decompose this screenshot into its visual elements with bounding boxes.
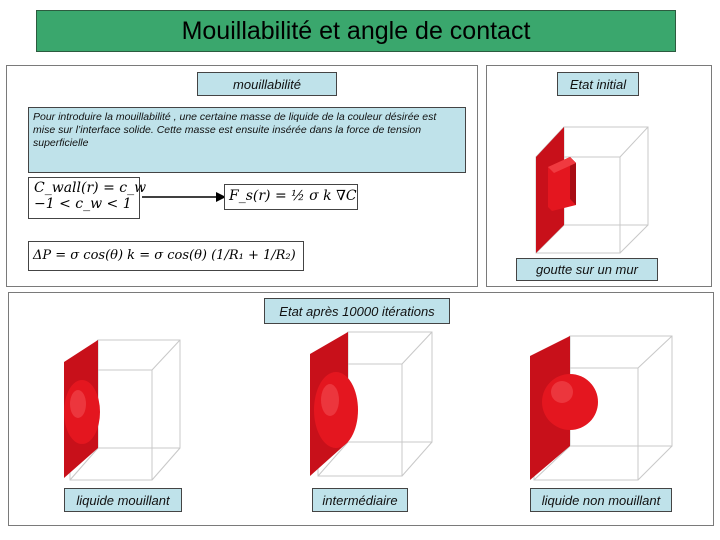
intermediate-simulation-image (300, 330, 435, 485)
wettability-description: Pour introduire la mouillabilité , une certaine masse de liquide de la couleur désirée est mise sur l’interface solide. Cette masse est ensuite insérée dans la force de tension superficielle (28, 107, 466, 173)
wettability-label: mouillabilité (197, 72, 337, 96)
initial-state-simulation-image (520, 125, 650, 260)
arrow-icon (140, 191, 226, 203)
formula-wall-line1: C_wall(r) = c_w (34, 180, 147, 196)
initial-state-caption: goutte sur un mur (516, 258, 658, 281)
formula-wall-line2: −1 < c_w < 1 (34, 196, 132, 212)
intermediate-caption: intermédiaire (312, 488, 408, 512)
non-wetting-liquid-simulation-image (526, 334, 676, 484)
slide-title (36, 10, 676, 52)
after-iterations-label: Etat après 10000 itérations (264, 298, 450, 324)
formula-surface-tension-force: F_s(r) = ½ σ k ∇C (224, 184, 358, 210)
formula-pressure-jump: ΔP = σ cos(θ) k = σ cos(θ) (1/R₁ + 1/R₂) (28, 241, 304, 271)
wetting-liquid-simulation-image (52, 338, 182, 488)
initial-state-label: Etat initial (557, 72, 639, 96)
slide-title-text: Mouillabilité et angle de contact (181, 16, 531, 45)
non-wetting-liquid-caption: liquide non mouillant (530, 488, 672, 512)
wetting-liquid-caption: liquide mouillant (64, 488, 182, 512)
formula-wall-concentration (28, 177, 147, 219)
